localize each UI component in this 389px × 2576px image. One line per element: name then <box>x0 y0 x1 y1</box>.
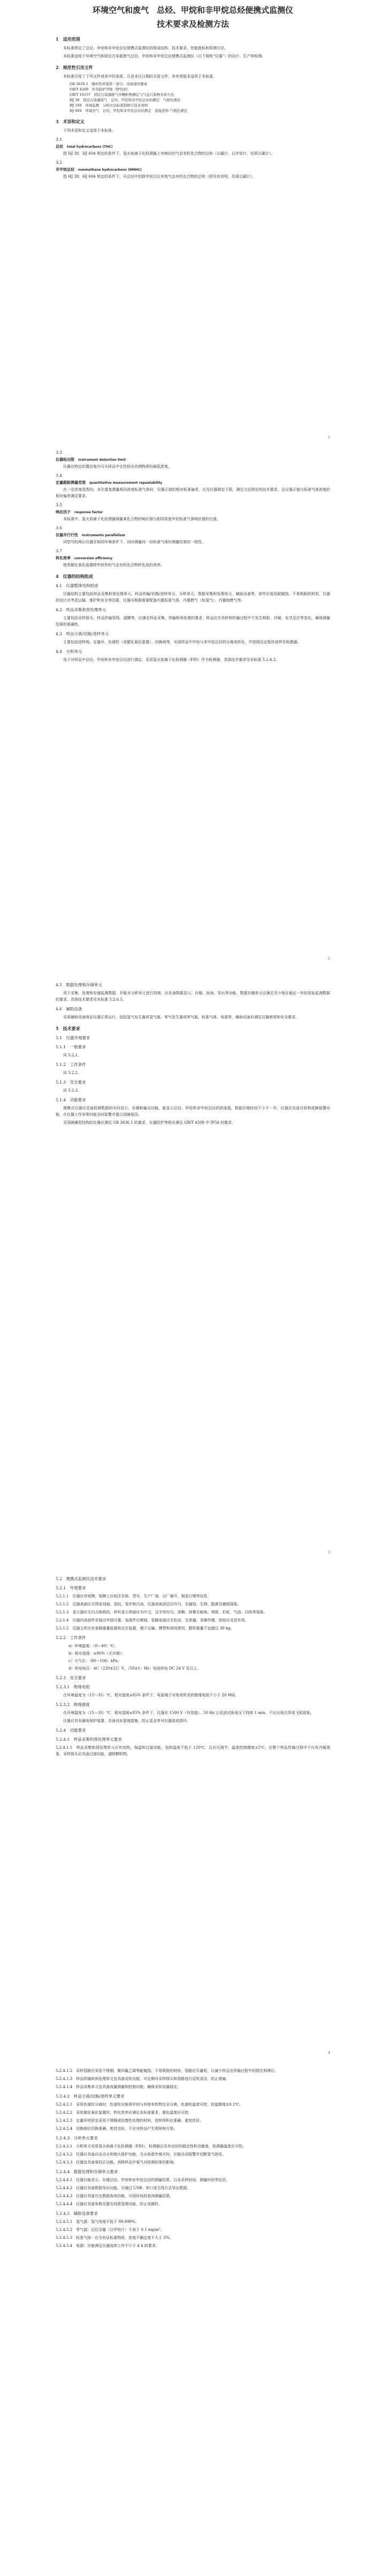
paragraph: 采用隔爆型结构的仪器应满足 GB 3836.1 的要求，仪器防护等级应满足 GB/T 4208 中 IP54 的要求。 <box>63 1121 235 1125</box>
document-page-4 <box>0 1562 389 2062</box>
definition-number: 3.6 <box>56 525 62 530</box>
paragraph: 下列术语和定义适用于本标准。 <box>63 128 116 133</box>
clause-item: 5.2.4.5.3 标准气体：应为有证标准物质，浓度不确定度不大于 2%。 <box>56 2236 173 2240</box>
clause-item: 5.2.4.1.2 采样管路应采用不锈钢、聚四氟乙烯等耐腐蚀、不易吸附的材料，管路应尽量短，以减少样品在传输过程中的损失和滞后。 <box>56 2069 279 2073</box>
reference-item: HJ 604 环境空气 总烃、甲烷和非甲烷总烃的测定 直接进样-气相色谱法 <box>70 109 187 113</box>
definition-term: 响应因子 response factor <box>56 509 103 514</box>
paragraph: 本标准适用于环境空气和固定污染源废气总烃、甲烷和非甲烷总烃便携式监测仪（以下简称“仪器”）的设计、生产和检测。 <box>63 54 266 58</box>
document-page-1 <box>0 0 389 447</box>
reference-item: GB/T 16157 固定污染源排气中颗粒物测定与气态污染物采样方法 <box>70 93 174 97</box>
definition-term: 定量跟踪测量范围 quantitative measurement repeatability <box>56 480 163 485</box>
title-line-1: 环境空气和废气 总烃、甲烷和非甲烷总烃便携式监测仪 <box>92 5 293 15</box>
clause-heading: 5.2.4.3 分析单元要求 <box>56 2136 98 2140</box>
clause-heading: 5.2.1 外观要求 <box>56 1586 86 1590</box>
definition-text: 在一定浓度范围内，多次重复测量相同浓度标准气体时，仪器示值的相对标准偏差，以及仪器测定下限，满足方法规定的技术要求，且仪器示值与标准气体浓度的相对偏差满足要求。 <box>56 487 330 498</box>
definition-number: 3.1 <box>56 137 62 142</box>
paragraph: 本标准规定了总烃、甲烷和非甲烷总烃便携式监测仪的组成结构、技术要求、性能指标和检测方法。 <box>63 46 228 50</box>
definition-text: 指 HJ 38、HJ 604 规定的条件下，从总烃中扣除甲烷以后其他气态有机化合物的总和（除另有说明，结果以碳计）。 <box>63 174 256 179</box>
page-number: 2 <box>328 957 330 961</box>
clause-item: 5.2.4.4.3 仪器应具备历史数据查询功能，可按时间段查询测量结果。 <box>56 2194 174 2198</box>
clause-item: 5.2.4.4.1 仪器应能显示、存储总烃、甲烷和非甲烷总烃的测量结果，以及采样时间、测量时间等信息。 <box>56 2178 230 2182</box>
clause-heading: 5.2.3 安全要求 <box>56 1675 86 1680</box>
page-number: 1 <box>328 436 330 439</box>
document-page-3 <box>0 968 389 1562</box>
condition-item: d）供电电压：AC（220±22）V，（50±1）Hz；电池供电 DC 24 V 及以上。 <box>68 1666 201 1671</box>
document-page-2 <box>0 450 389 968</box>
clause-heading: 5.1.2 工作条件 <box>56 1062 86 1067</box>
paragraph: 用于对样品中总烃、甲烷和非甲烷总烃进行测定，采用氢火焰离子化检测器（FID）作为检测器，具体技术要求见本标准 5.2.4.3。 <box>63 658 279 662</box>
clause-item: 5.2.4.2.4 切换阀应切换准确、密封良好，不应对样品产生吸附和污染。 <box>56 2127 178 2131</box>
paragraph: 同 5.2.2。 <box>63 1071 82 1075</box>
paragraph: 本标准引用了下列文件或其中的条款。凡是未注日期的引用文件，其有效版本适用于本标准。 <box>63 74 217 79</box>
clause-heading: 5.1.3 安全要求 <box>56 1080 86 1085</box>
subsection-heading: 5.1 仪器外观要求 <box>56 1035 90 1040</box>
clause-item: 5.2.4.3.1 分析单元采用氢火焰离子化检测器（FID），检测器应具有良好的稳定性和灵敏度，检测器温度应可控。 <box>56 2144 246 2148</box>
section-heading-5: 5 技术要求 <box>56 1026 80 1031</box>
reference-item: HJ 38 固定污染源废气 总烃、甲烷和非甲烷总烃的测定 气相色谱法 <box>70 98 181 102</box>
clause-heading: 5.2.4.4 数据处理和存储单元要求 <box>56 2169 118 2174</box>
definition-term: 仪器检出限 instrument detection limit <box>56 457 126 462</box>
definition-number: 3.3 <box>56 450 62 455</box>
clause-item: 5.2.4.3.3 仪器宜具备氧校正功能，消除样品中氧气对检测结果的影响。 <box>56 2160 178 2165</box>
condition-item: c）大气压：（80～106）kPa； <box>68 1659 121 1663</box>
paragraph: 主要包括进样阀、定量环、色谱柱（或催化氧化装置）、切换阀等，实现样品中甲烷与非甲烷总烃的分离或转化，并按照设定程序进样至检测器。 <box>63 640 301 644</box>
paragraph: 同 5.2.3。 <box>63 1088 82 1093</box>
subsection-heading: 4.4 分析单元 <box>56 649 82 654</box>
clause-item: 5.2.4.1.3 样品传输和预处理单元宜具备反吹功能，可定期对采样探头和管路进行反吹清洁，防止堵塞。 <box>56 2077 230 2081</box>
clause-heading: 5.2.2 工作条件 <box>56 1635 86 1640</box>
definition-text: 仪器在特定的置信度内可从样品中定性检出待测物质的最低浓度。 <box>63 464 172 469</box>
clause-item: 5.2.4.1.4 样品采集单元宜具备流量测量和控制功能，确保采样流量稳定。 <box>56 2085 181 2089</box>
document-page-5 <box>0 2062 389 2576</box>
definition-text: 本标准中，氢火焰离子化检测器测量某化合物的响应值与相同浓度甲烷标准气体响应值的比值。 <box>63 517 220 521</box>
clause-item: 5.2.1.4 仪器内各部件安装应牢固可靠，连接件应紧固，管路连接应无松动、无泄漏，各操作键、按钮应灵活有效。 <box>56 1618 249 1622</box>
page-number: 4 <box>328 2051 330 2055</box>
definition-number: 3.4 <box>56 473 62 478</box>
subsection-heading: 5.2 便携式监测仪技术要求 <box>56 1576 106 1581</box>
clause-heading: 5.1.4 功能要求 <box>56 1098 86 1102</box>
definition-term: 非甲烷总烃 nonmethane hydrocarbons (NMHC) <box>56 167 142 172</box>
clause-heading: 5.2.4.2 样品分离/切换/进样单元要求 <box>56 2094 125 2099</box>
section-heading-1: 1 适用范围 <box>56 36 80 42</box>
subsection-heading: 4.6 辅助设备 <box>56 1007 82 1011</box>
clause-item: 5.2.4.5.4 电源：应能满足仪器连续工作不少于 4 h 的要求。 <box>56 2244 159 2248</box>
paragraph: 仪器结构主要包括样品采集和预处理单元、样品传输/切换/进样单元、分析单元、数据采集和处理单元、辅助设备等，部件应选用耐腐蚀、不易吸附的材质，仪器的设计应考虑运输、维护和安全等因素，仪器可根据需要配备内置标准气体、内置燃气（如氢气）、内置助燃气等。 <box>56 592 330 603</box>
clause-heading: 5.2.4.1 样品采集和预处理单元要求 <box>56 1737 122 1742</box>
clause-item: 5.2.4.2.3 定量环材质宜采用不锈钢或经惰性处理的材料，进样体积应准确、重复性好。 <box>56 2118 204 2123</box>
section-heading-4: 4 仪器的结构组成 <box>56 574 93 579</box>
subsection-heading: 4.2 样品采集和预处理单元 <box>56 607 106 612</box>
clause-heading: 5.1.1 一般要求 <box>56 1045 86 1049</box>
subsection-heading: 4.5 数据处理和存储单元 <box>56 982 102 987</box>
reference-item: HJ 168 环境监测 分析方法标准制修订技术导则 <box>70 103 148 108</box>
clause-item: 5.2.4.2.1 采用色谱柱分离时，色谱柱应能将甲烷与其他有机物完全分离，色谱柱温度可控，控温精度±0.1℃。 <box>56 2102 243 2107</box>
definition-term: 仪器并行行性 instruments parallelism <box>56 532 125 537</box>
definition-term: 转化效率 conversion efficiency <box>56 555 113 560</box>
paragraph: 便携式仪器应具备检测数据的实时显示、存储和输出功能，能显示总烃、甲烷和非甲烷总烃的浓度值，数据存储时间不少于一年。仪器应具备自检和故障报警功能，在仪器工作异常时能及时报警并提示故障原因。 <box>56 1106 330 1117</box>
definition-text: 使用催化氧化装置除甲烷外的气态有机化合物转化成的效率。 <box>63 563 164 567</box>
definition-text: 同型号的两台仪器在相同环境条件下，同时测量同一份标准气体时测量结果的一致性。 <box>63 540 205 544</box>
clause-item: 5.2.4.5.1 氢气源：氢气纯度不低于 99.999%。 <box>56 2220 139 2224</box>
clause-item: 5.2.1.3 显示器应无污点和损伤，所有显示界面应为中文，且字符均匀、清晰、屏幕无暗角、黑斑、彩虹、气泡、闪烁等现象。 <box>56 1610 268 1614</box>
definition-number: 3.5 <box>56 502 62 507</box>
clause-item: 5.2.4.2.2 采用催化氧化装置时，转化效率应满足本标准要求，催化温度应可控。 <box>56 2110 193 2115</box>
paragraph: 同 5.2.1。 <box>63 1053 82 1057</box>
section-heading-2: 2 规范性引用文件 <box>56 65 93 70</box>
reference-item: GB 3836.1 爆炸性环境第一部分：设备通用要求 <box>70 82 148 86</box>
condition-item: b）相对湿度：≤90%（无冷凝）； <box>68 1651 126 1656</box>
condition-item: a）环境温度：（0～40）℃； <box>68 1644 118 1648</box>
subsection-heading: 4.1 仪器整体结构组成 <box>56 583 98 588</box>
clause-heading: 5.2.3.2 绝缘强度 <box>56 1702 90 1707</box>
clause-heading: 5.2.4.5 辅助设备要求 <box>56 2211 98 2216</box>
clause-item: 5.2.4.5.2 零气源：总烃含量（以甲烷计）不高于 0.1 mg/m³。 <box>56 2228 164 2232</box>
clause-item: 5.2.1.2 仪器表面应无明显划痕、裂纹、变形和污浊，仪器表面涂层应均匀，无腐蚀、生锈、脱落及磨损现象。 <box>56 1602 241 1606</box>
clause-heading: 5.2.4 功能要求 <box>56 1728 86 1733</box>
paragraph: 用于采集、处理和存储监测数据，并能对分析单元进行控制，应具备数据显示、存储、查询、导出等功能，数据存储单元应满足至少保存最近一年的原始监测数据的要求，具体技术要求见本标准 5.2.6.5。 <box>56 991 330 1002</box>
reference-item: GB/T 4208 外壳防护等级（IP代码） <box>70 87 131 92</box>
clause-item: 5.2.4.4.2 仪器应具备数据导出功能，可通过 USB、串口或无线方式导出数据。 <box>56 2186 191 2190</box>
document-title <box>56 3 330 31</box>
paragraph: 在环境温度为（15～35）℃，相对湿度≤85% 条件下，电源端子对地或机壳的绝缘电阻不小于 20 MΩ。 <box>63 1693 239 1697</box>
clause-heading: 5.2.3.1 绝缘电阻 <box>56 1685 90 1689</box>
clause-item: 5.2.1.1 仪器应有铭牌，铭牌上应标注名称、型号、生产厂商、出厂编号、制造日期等信息。 <box>56 1594 211 1598</box>
clause-item: 5.2.4.3.2 仪器应具备自动点火和熄火保护功能，当火焰意外熄灭时，应能自动报警并切断氢气供给。 <box>56 2152 226 2156</box>
definition-number: 3.2 <box>56 160 62 165</box>
paragraph: 在环境温度为（15～35）℃，相对湿度≤85% 条件下，仪器在 1500 V（有效值）、50 Hz 正弦波试验电压下持续 1 min，不应出现击穿或飞弧现象。 <box>63 1711 314 1715</box>
paragraph: 仪器应具有漏电保护装置，具备良好接地措施，防止雷击等对仪器造成损坏。 <box>63 1719 190 1723</box>
definition-term: 总烃 total hydrocarbons (THC) <box>56 144 113 149</box>
section-heading-3: 3 术语和定义 <box>56 119 85 124</box>
paragraph: 主要包括采样探头、样品传输管线、滤膜等，应满足样品采集、传输和预处理的要求，样品应在采样和传输过程中不发生吸附、冷凝、化学反应等变化，确保测量结果的准确性。 <box>56 616 330 627</box>
clause-item: 5.2.4.4.4 仪器应具备参数设置及权限管理功能，防止误操作。 <box>56 2202 163 2206</box>
clause-item: 5.2.1.5 仪器主机应有承载重量装置和定位装置，便于运输、携带和现场使用，整机重量不宜超过 30 kg。 <box>56 1626 234 1630</box>
definition-text: 指 HJ 38、HJ 604 规定的条件下，氢火焰离子化检测器上有响应的气态有机化合物的总和（以碳计，以甲烷计，结果以碳计）。 <box>63 151 275 156</box>
definition-number: 3.7 <box>56 548 62 553</box>
subsection-heading: 4.3 样品分离/切换/进样单元 <box>56 631 109 636</box>
paragraph: 采用辅助设备保证仪器正常运行，包括氢气发生器或氢气瓶、零气发生器或零气瓶、标准气体、电源等，辅助设备应满足仪器使用和安全要求。 <box>63 1015 299 1019</box>
page-number: 3 <box>328 1551 330 1554</box>
title-line-2: 技术要求及检测方法 <box>156 19 229 29</box>
clause-item: 5.2.4.1.1 样品采集和预处理单元应有加热、保温和过滤功能，加热温度不低于 120℃，且应可调节，温度控制精度±5℃，在整个样品传输过程中不应有冷凝现象，采样探头应具备过滤功能，滤除颗粒物。 <box>56 1746 330 1756</box>
